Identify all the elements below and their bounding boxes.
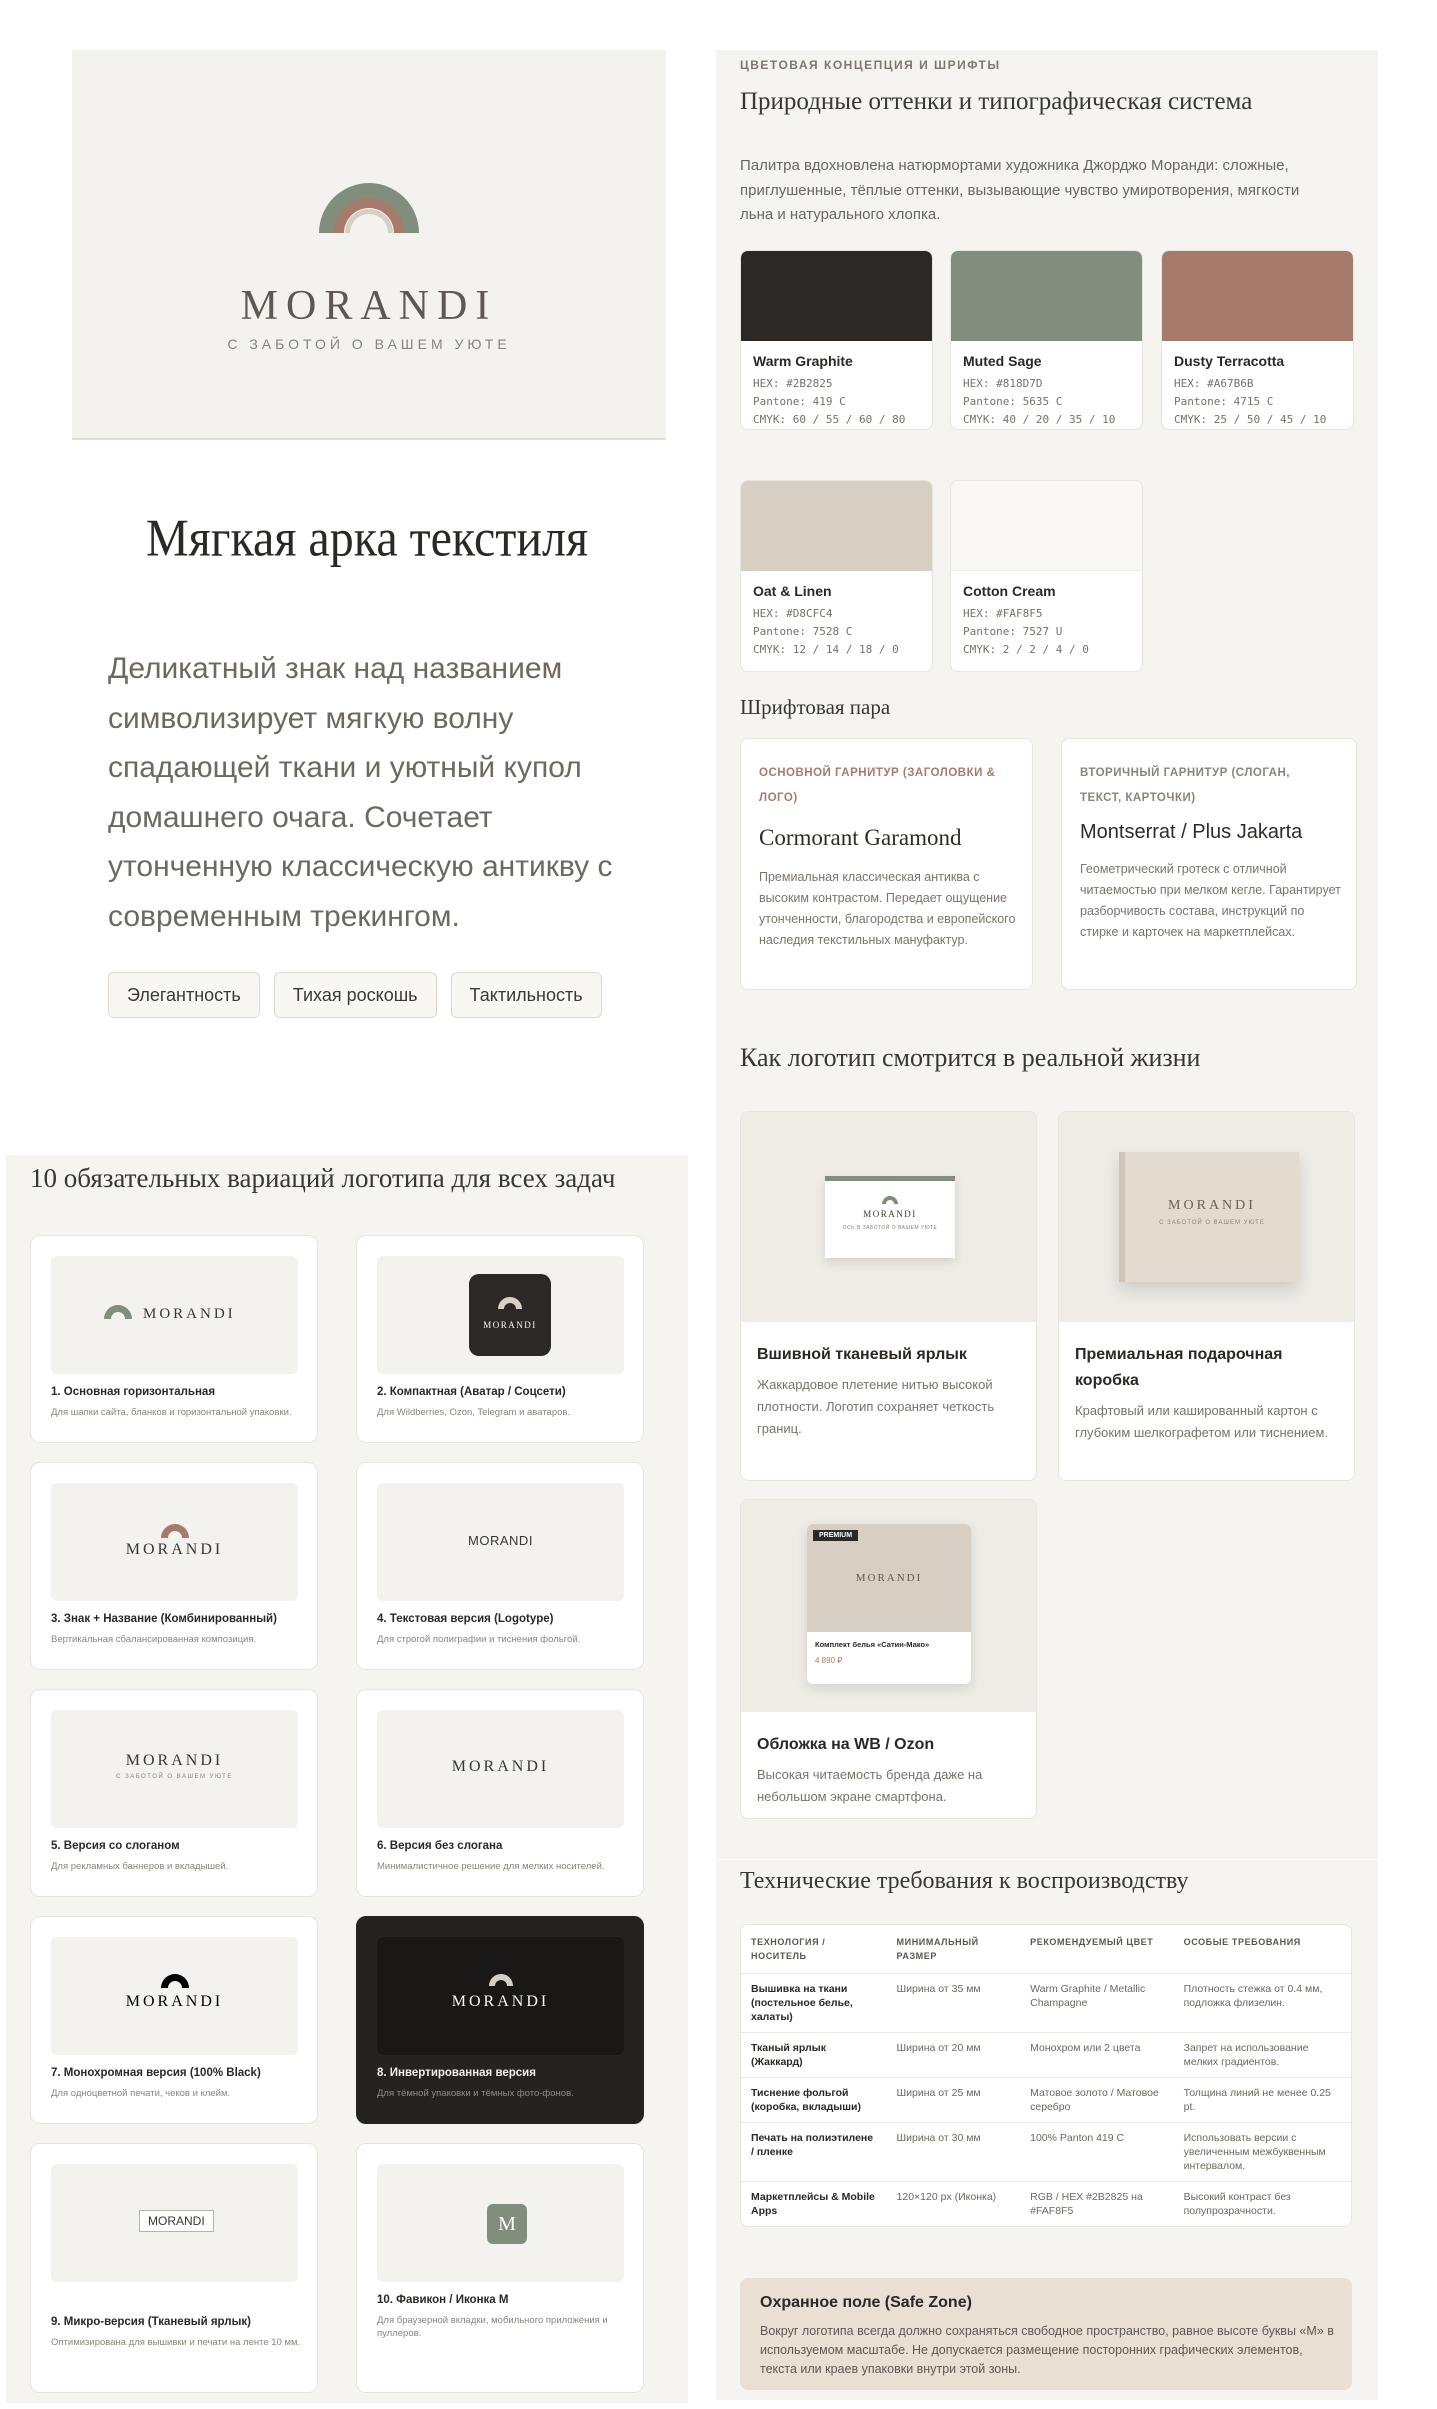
variation-title: 2. Компактная (Аватар / Соцсети) bbox=[377, 1386, 566, 1398]
table-cell: Вышивка на ткани (постельное белье, халаты) bbox=[751, 1983, 853, 2023]
swatch-chip bbox=[951, 251, 1142, 341]
variation-preview bbox=[377, 1710, 624, 1828]
variation-card-micro bbox=[30, 2143, 318, 2393]
table-row bbox=[741, 2033, 1351, 2078]
arch-icon bbox=[881, 1195, 899, 1205]
swatch-name: Cotton Cream bbox=[963, 583, 1056, 599]
swatch-chip bbox=[1162, 251, 1353, 341]
variation-card-no-slogan bbox=[356, 1689, 644, 1897]
table-cell: Warm Graphite / Metallic Champagne bbox=[1030, 1983, 1146, 2009]
safe-zone-title: Охранное поле (Safe Zone) bbox=[760, 2294, 972, 2311]
product-price: 4 890 ₽ bbox=[815, 1656, 843, 1665]
variation-preview bbox=[51, 1483, 298, 1601]
variation-wordmark: MORANDI bbox=[125, 1541, 224, 1558]
box-slogan: С ЗАБОТОЙ О ВАШЕМ УЮТЕ bbox=[1159, 1220, 1265, 1226]
mockups-title: Как логотип смотрится в реальной жизни bbox=[740, 1043, 1201, 1072]
table-cell: Высокий контраст без полупрозрачности. bbox=[1183, 2191, 1291, 2217]
label-slogan: ОСЬ В ЗАБОТОЙ О ВАШЕМ УЮТЕ bbox=[842, 1225, 938, 1231]
mockup-image bbox=[741, 1112, 1036, 1322]
table-cell: Печать на полиэтилене / пленке bbox=[751, 2132, 874, 2158]
hero-description: Деликатный знак над названием символизирует мягкую волну спадающей ткани и уютный купол домашнего очага. Сочетает утонченную классическую антикву с современным трекингом. bbox=[108, 652, 613, 933]
variation-preview bbox=[51, 2164, 298, 2282]
variation-preview bbox=[377, 1937, 624, 2055]
tag-quiet-luxury: Тихая роскошь bbox=[274, 972, 437, 1018]
gift-box bbox=[1119, 1152, 1299, 1282]
fonts-title: Шрифтовая пара bbox=[740, 695, 891, 719]
logo-variations-section bbox=[6, 1155, 688, 2403]
swatch-specs: HEX: #FAF8F5 Pantone: 7527 U CMYK: 2 / 2 / 4 / 0 bbox=[963, 607, 1089, 656]
arch-icon bbox=[160, 1973, 190, 1989]
product-photo bbox=[807, 1524, 971, 1632]
arch-icon bbox=[488, 1973, 514, 1987]
table-cell: Ширина от 20 мм bbox=[896, 2042, 981, 2054]
label-wordmark: MORANDI bbox=[863, 1209, 917, 1219]
arch-icon bbox=[103, 1304, 133, 1320]
mockups-section bbox=[716, 1037, 1378, 1859]
premium-badge: PREMIUM bbox=[813, 1530, 858, 1541]
product-name: Комплект белья «Сатин-Мако» bbox=[815, 1640, 930, 1649]
variation-desc: Для рекламных баннеров и вкладышей. bbox=[51, 1861, 229, 1872]
mockup-desc: Крафтовый или кашированный картон с глубоким шелкографетом или тиснением. bbox=[1075, 1403, 1329, 1440]
variation-title: 8. Инвертированная версия bbox=[377, 2067, 536, 2079]
mockup-desc: Жаккардовое плетение нитью высокой плотности. Логотип сохраняет четкость границ. bbox=[757, 1377, 995, 1436]
variation-desc: Для тёмной упаковки и тёмных фото-фонов. bbox=[377, 2088, 574, 2099]
swatch-specs: HEX: #D8CFC4 Pantone: 7528 C CMYK: 12 / 14 / 18 / 0 bbox=[753, 607, 899, 656]
font-desc: Премиальная классическая антиква с высоким контрастом. Передает ощущение утонченности, благородства и европейского наследия текстильных мануфактур. bbox=[759, 870, 1016, 947]
table-cell: 100% Panton 419 C bbox=[1030, 2132, 1125, 2144]
tech-requirements-section bbox=[716, 1860, 1378, 2400]
arch-icon bbox=[160, 1523, 190, 1539]
swatch-muted-sage bbox=[950, 250, 1143, 430]
palette-title: Природные оттенки и типографическая система bbox=[740, 88, 1253, 115]
variation-preview bbox=[377, 2164, 624, 2282]
table-cell: 120×120 px (Иконка) bbox=[896, 2191, 997, 2203]
safe-zone-text: Вокруг логотипа всегда должно сохраняться свободное пространство, равное высоте буквы «М» в используемом масштабе. Не допускается размещение посторонних графических элементов, текста или краев упаковки внутри этой зоны. bbox=[760, 2324, 1334, 2376]
table-header: ТЕХНОЛОГИЯ / НОСИТЕЛЬ bbox=[751, 1937, 826, 1961]
font-name: Cormorant Garamond bbox=[759, 825, 962, 850]
mockup-title: Премиальная подарочная коробка bbox=[1075, 1346, 1283, 1389]
tech-table bbox=[740, 1924, 1352, 2227]
variation-wordmark: MORANDI bbox=[451, 1993, 550, 2010]
table-cell: Ширина от 35 мм bbox=[896, 1983, 981, 1995]
avatar-tile bbox=[469, 1274, 551, 1356]
table-header: РЕКОМЕНДУЕМЫЙ ЦВЕТ bbox=[1030, 1937, 1154, 1947]
table-cell: Матовое золото / Матовое серебро bbox=[1030, 2087, 1159, 2113]
variation-preview bbox=[51, 1710, 298, 1828]
swatch-name: Muted Sage bbox=[963, 353, 1042, 369]
mockup-desc: Высокая читаемость бренда даже на небольшом экране смартфона. bbox=[757, 1767, 983, 1804]
palette-description: Палитра вдохновлена натюрмортами художника Джорджо Моранди: сложные, приглушенные, тёплые оттенки, вызывающие чувство умиротворения, мягкости льна и натурального хлопка. bbox=[740, 157, 1300, 223]
swatch-dusty-terracotta bbox=[1161, 250, 1354, 430]
variation-slogan: С ЗАБОТОЙ О ВАШЕМ УЮТЕ bbox=[116, 1774, 233, 1780]
mockup-card-label bbox=[740, 1111, 1037, 1481]
variation-preview bbox=[377, 1483, 624, 1601]
product-wordmark: MORANDI bbox=[855, 1572, 923, 1584]
micro-label: MORANDI bbox=[139, 2210, 214, 2232]
fabric-label bbox=[825, 1176, 955, 1258]
swatch-specs: HEX: #A67B6B Pantone: 4715 C CMYK: 25 / 50 / 45 / 10 bbox=[1174, 377, 1327, 426]
table-cell: Запрет на использование мелких градиентов. bbox=[1183, 2042, 1309, 2068]
font-eyebrow: ВТОРИЧНЫЙ ГАРНИТУР (СЛОГАН, ТЕКСТ, КАРТОЧКИ) bbox=[1080, 767, 1290, 804]
tech-title: Технические требования к воспроизводству bbox=[740, 1868, 1189, 1894]
swatch-chip bbox=[951, 481, 1142, 571]
hero-slogan: С ЗАБОТОЙ О ВАШЕМ УЮТЕ bbox=[227, 336, 511, 352]
mockup-card-box bbox=[1058, 1111, 1355, 1481]
swatch-name: Dusty Terracotta bbox=[1174, 353, 1285, 369]
swatch-name: Oat & Linen bbox=[753, 583, 832, 599]
variation-wordmark: MORANDI bbox=[468, 1533, 533, 1548]
hero-tags bbox=[108, 972, 602, 1018]
table-header-row bbox=[741, 1925, 1351, 1974]
swatch-cotton-cream bbox=[950, 480, 1143, 672]
variation-title: 4. Текстовая версия (Logotype) bbox=[377, 1613, 554, 1625]
variation-wordmark: MORANDI bbox=[125, 1752, 224, 1769]
variation-preview bbox=[51, 1937, 298, 2055]
variation-wordmark: MORANDI bbox=[143, 1306, 236, 1322]
variation-card-logotype bbox=[356, 1462, 644, 1670]
table-cell: Тканый ярлык (Жаккард) bbox=[751, 2042, 826, 2068]
table-cell: Маркетплейсы & Mobile Apps bbox=[751, 2191, 875, 2217]
variation-title: 1. Основная горизонтальная bbox=[51, 1386, 216, 1398]
variation-preview bbox=[377, 1256, 624, 1374]
variation-desc: Для строгой полиграфии и тиснения фольгой. bbox=[377, 1634, 581, 1645]
hero-wordmark: MORANDI bbox=[240, 283, 498, 329]
table-cell: Тиснение фольгой (коробка, вкладыши) bbox=[751, 2087, 861, 2113]
variation-title: 6. Версия без слогана bbox=[377, 1840, 503, 1852]
variation-desc: Оптимизирована для вышивки и печати на ленте 10 мм. bbox=[51, 2337, 301, 2348]
table-row bbox=[741, 2123, 1351, 2182]
palette-eyebrow: ЦВЕТОВАЯ КОНЦЕПЦИЯ И ШРИФТЫ bbox=[740, 58, 1001, 72]
font-name: Montserrat / Plus Jakarta bbox=[1080, 821, 1303, 843]
variation-desc: Минималистичное решение для мелких носителей. bbox=[377, 1861, 605, 1872]
tag-elegance: Элегантность bbox=[108, 972, 260, 1018]
variation-wordmark: MORANDI bbox=[451, 1758, 550, 1775]
variation-desc: Вертикальная сбалансированная композиция. bbox=[51, 1634, 257, 1645]
variation-wordmark: MORANDI bbox=[483, 1320, 537, 1330]
table-cell: RGB / HEX #2B2825 на #FAF8F5 bbox=[1030, 2191, 1143, 2217]
font-card-primary bbox=[740, 738, 1033, 990]
swatch-oat-linen bbox=[740, 480, 933, 672]
variation-title: 7. Монохромная версия (100% Black) bbox=[51, 2067, 261, 2079]
variation-preview bbox=[51, 1256, 298, 1374]
table-cell: Плотность стежка от 0.4 мм, подложка флизелин. bbox=[1183, 1983, 1323, 2009]
table-cell: Ширина от 25 мм bbox=[896, 2087, 981, 2099]
table-cell: Монохром или 2 цвета bbox=[1030, 2042, 1141, 2054]
hero-title: Мягкая арка текстиля bbox=[146, 509, 589, 568]
box-wordmark: MORANDI bbox=[1168, 1198, 1256, 1213]
favicon-m-icon: M bbox=[487, 2204, 527, 2244]
variation-desc: Для Wildberries, Ozon, Telegram и аватаров. bbox=[377, 1407, 571, 1418]
swatch-warm-graphite bbox=[740, 250, 933, 430]
variation-title: 9. Микро-версия (Тканевый ярлык) bbox=[51, 2316, 252, 2328]
variation-card-inverted bbox=[356, 1916, 644, 2124]
variation-desc: Для одноцветной печати, чеков и клейм. bbox=[51, 2088, 231, 2099]
table-cell: Использовать версии с увеличенным межбуквенным интервалом. bbox=[1183, 2132, 1326, 2172]
table-header: ОСОБЫЕ ТРЕБОВАНИЯ bbox=[1183, 1937, 1301, 1947]
mockup-image bbox=[1059, 1112, 1354, 1322]
variation-card-horizontal bbox=[30, 1235, 318, 1443]
safe-zone-note bbox=[740, 2278, 1352, 2390]
variations-title: 10 обязательных вариаций логотипа для всех задач bbox=[30, 1163, 616, 1193]
variation-desc: Для шапки сайта, бланков и горизонтальной упаковки. bbox=[51, 1407, 292, 1418]
swatch-specs: HEX: #818D7D Pantone: 5635 C CMYK: 40 / 20 / 35 / 10 bbox=[963, 377, 1116, 426]
variation-card-combined bbox=[30, 1462, 318, 1670]
table-row bbox=[741, 1974, 1351, 2033]
font-eyebrow: ОСНОВНОЙ ГАРНИТУР (ЗАГОЛОВКИ & ЛОГО) bbox=[759, 767, 996, 804]
variation-desc: Для браузерной вкладки, мобильного приложения и пуллеров. bbox=[377, 2315, 608, 2339]
table-row bbox=[741, 2182, 1351, 2226]
variation-title: 10. Фавикон / Иконка M bbox=[377, 2294, 509, 2306]
mockup-title: Обложка на WB / Ozon bbox=[757, 1736, 935, 1753]
table-cell: Ширина от 30 мм bbox=[896, 2132, 981, 2144]
tag-tactility: Тактильность bbox=[451, 972, 602, 1018]
variation-card-compact bbox=[356, 1235, 644, 1443]
table-header: МИНИМАЛЬНЫЙ РАЗМЕР bbox=[896, 1937, 979, 1961]
swatch-name: Warm Graphite bbox=[753, 353, 853, 369]
table-cell: Толщина линий не менее 0.25 pt. bbox=[1183, 2087, 1331, 2113]
variation-card-slogan bbox=[30, 1689, 318, 1897]
variation-title: 3. Знак + Название (Комбинированный) bbox=[51, 1613, 277, 1625]
arch-emblem-icon bbox=[314, 165, 424, 235]
hero-logo-panel bbox=[72, 50, 666, 440]
font-desc: Геометрический гротеск с отличной читаемостью при мелком кегле. Гарантирует разборчивость состава, инструкций по стирке и карточек на маркетплейсах. bbox=[1080, 862, 1341, 939]
swatch-specs: HEX: #2B2825 Pantone: 419 C CMYK: 60 / 55 / 60 / 80 bbox=[753, 377, 906, 426]
swatch-chip bbox=[741, 251, 932, 341]
table-row bbox=[741, 2078, 1351, 2123]
variation-wordmark: MORANDI bbox=[125, 1993, 224, 2010]
mockup-title: Вшивной тканевый ярлык bbox=[757, 1346, 967, 1363]
palette-section bbox=[716, 50, 1378, 1080]
variation-card-favicon bbox=[356, 2143, 644, 2393]
font-card-secondary bbox=[1061, 738, 1357, 990]
mockup-card-marketplace bbox=[740, 1499, 1037, 1819]
variation-title: 5. Версия со слоганом bbox=[51, 1840, 180, 1852]
product-card bbox=[807, 1524, 971, 1684]
arch-icon bbox=[497, 1296, 523, 1310]
variation-card-mono bbox=[30, 1916, 318, 2124]
mockup-image bbox=[741, 1500, 1036, 1712]
swatch-chip bbox=[741, 481, 932, 571]
